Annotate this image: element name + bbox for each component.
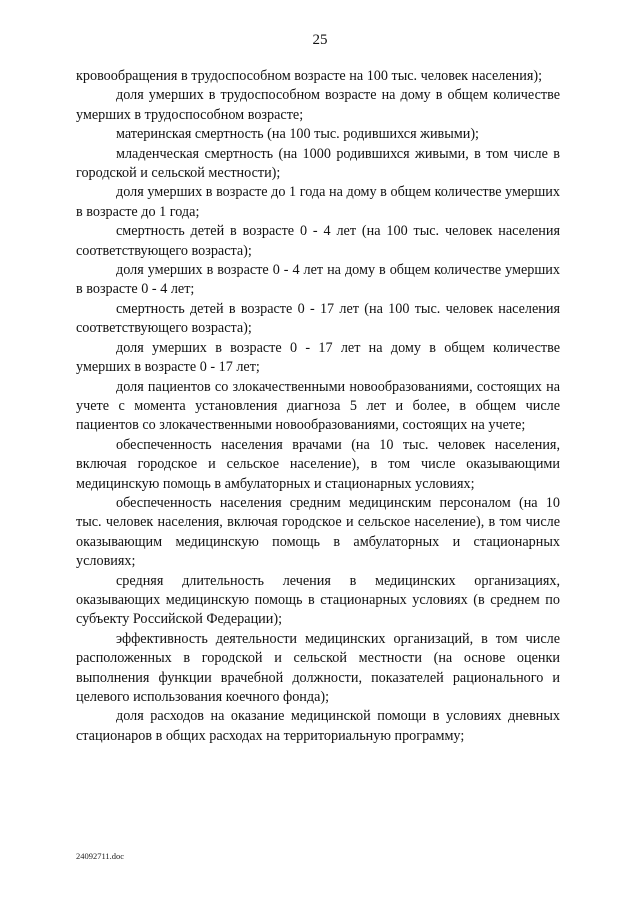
footer-doc-id: 24092711.doc xyxy=(76,851,125,861)
paragraph: эффективность деятельности медицинских организаций, в том числе расположенных в городской и сельской местности (на основе оценки выполнения функции врачебной должности, показателей рационального и целевого использования коечного фонда); xyxy=(76,630,560,705)
paragraph: смертность детей в возрасте 0 - 17 лет (на 100 тыс. человек населения соответствующего возраста); xyxy=(76,300,560,337)
paragraph: доля умерших в возрасте до 1 года на дому в общем количестве умерших в возрасте до 1 года; xyxy=(76,184,560,220)
paragraph: смертность детей в возрасте 0 - 4 лет (на 100 тыс. человек населения соответствующего возраста); xyxy=(76,223,560,259)
document-body xyxy=(76,67,560,746)
paragraph: доля пациентов со злокачественными новообразованиями, состоящих на учете с момента установления диагноза 5 лет и более, в общем числе пациентов со злокачественными новообразованиями, состоящих на учете; xyxy=(76,378,560,434)
paragraph: доля расходов на оказание медицинской помощи в условиях дневных стационаров в общих расходах на территориальную программу; xyxy=(76,708,560,744)
page-number: 25 xyxy=(312,32,328,48)
paragraph: доля умерших в возрасте 0 - 4 лет на дому в общем количестве умерших в возрасте 0 - 4 лет; xyxy=(76,262,560,298)
paragraph: обеспеченность населения средним медицинским персоналом (на 10 тыс. человек населения, включая городское и сельское население), в том числе оказывающим медицинскую помощь в амбулаторных и стационарных условиях; xyxy=(76,494,560,570)
paragraph: доля умерших в возрасте 0 - 17 лет на дому в общем количестве умерших в возрасте 0 - 17 лет; xyxy=(76,339,560,376)
paragraph: средняя длительность лечения в медицинских организациях, оказывающих медицинскую помощь в стационарных условиях (в среднем по субъекту Российской Федерации); xyxy=(76,572,560,628)
paragraph: обеспеченность населения врачами (на 10 тыс. человек населения, включая городское и сельское население), в том числе оказывающими медицинскую помощь в амбулаторных и стационарных условиях; xyxy=(76,436,560,492)
paragraph-continuation: кровообращения в трудоспособном возрасте на 100 тыс. человек населения); xyxy=(76,68,543,84)
paragraph: доля умерших в трудоспособном возрасте на дому в общем количестве умерших в трудоспособном возрасте; xyxy=(76,87,560,123)
paragraph: младенческая смертность (на 1000 родившихся живыми, в том числе в городской и сельской местности); xyxy=(76,145,560,182)
paragraph: материнская смертность (на 100 тыс. родившихся живыми); xyxy=(116,126,479,143)
